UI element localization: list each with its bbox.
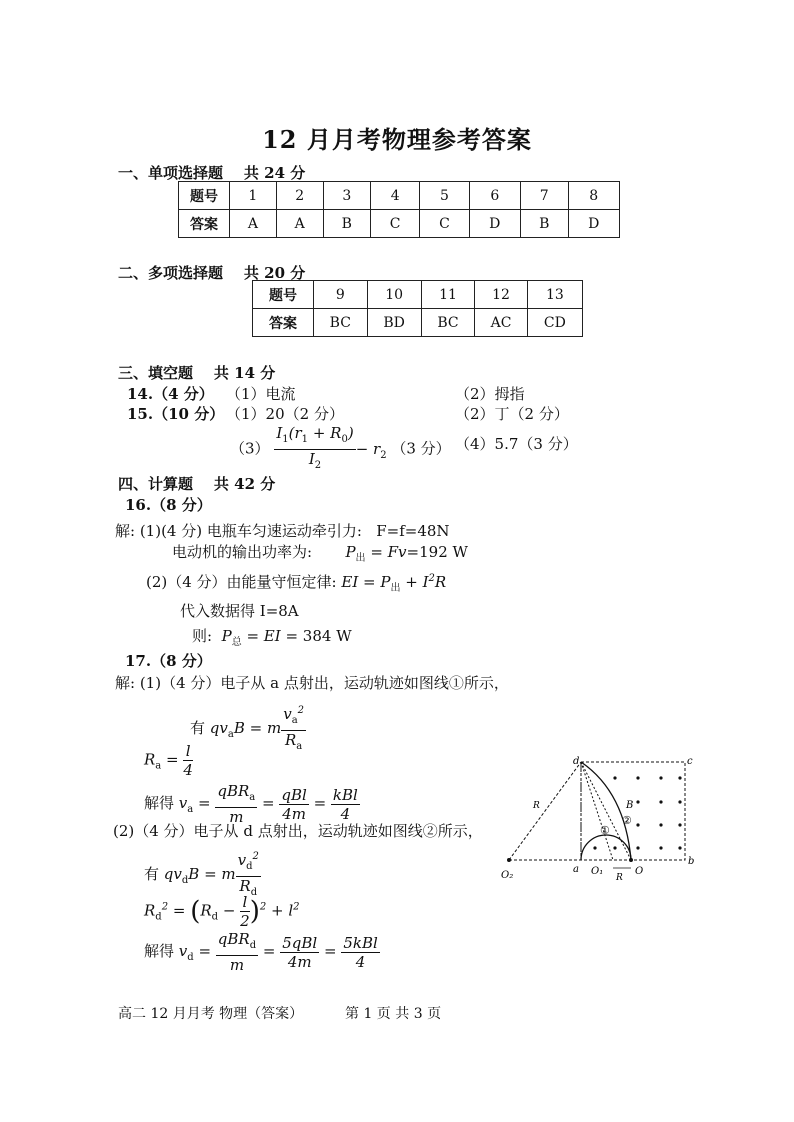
table-cell: 8 — [568, 182, 620, 210]
row-label: 答案 — [253, 309, 314, 337]
q15-answer-3: （3） $\frac{I_1(r_1 + R_0)}{I_2}$ − $r_2$ （3 分） — [230, 424, 451, 475]
magnetic-field-diagram — [495, 752, 705, 884]
q15-answer-1: （1）20（2 分） — [226, 405, 344, 423]
q15-answer-3-suffix: （3 分） — [391, 439, 451, 458]
page-title: 12 月月考物理参考答案 — [262, 125, 532, 154]
q17-line-4-prefix: 解得 — [144, 794, 175, 812]
table-cell: 10 — [367, 281, 421, 309]
q16-line-1-value: F=f=48N — [376, 522, 450, 540]
label-a: a — [573, 864, 579, 875]
q15-answer-3-prefix: （3） — [230, 439, 270, 458]
table-cell: C — [420, 210, 469, 238]
section-3-score: 共 14 分 — [213, 364, 276, 382]
section-4-title: 四、计算题 — [118, 475, 194, 493]
table-cell: A — [230, 210, 277, 238]
q17-line-9: 解得 $v_d$ = $\frac{qBR_d}{m}$ = $\frac{\text{5qBl}}{4m}$ = $\frac{\text{5kBl}}{4}$ — [144, 930, 378, 974]
table-cell: BC — [421, 309, 475, 337]
label-Ra: R — [616, 873, 623, 883]
q17-line-4: 解得 $v_a$ = $\frac{qBR_a}{m}$ = $\frac{\text{qBl}}{4m}$ = $\frac{\text{kBl}}{4}$ — [144, 782, 358, 826]
q17-line-7: 有 $qv_dB = m$ $\frac{v_d^2}{R_d}$ — [144, 848, 261, 902]
section-1-heading — [118, 162, 305, 183]
section-2-score: 共 20 分 — [243, 264, 306, 282]
q17-label: 17.（8 分） — [125, 652, 212, 670]
q17-line-6: (2)（4 分）电子从 d 点射出，运动轨迹如图线②所示， — [113, 822, 483, 840]
table-row-answers — [253, 309, 583, 337]
row-label: 题号 — [179, 182, 230, 210]
label-b: b — [688, 856, 695, 867]
q16-line-2-text: 电动机的输出功率为: — [172, 543, 313, 561]
q16-label: 16.（8 分） — [125, 496, 212, 514]
section-1-score: 共 24 分 — [243, 164, 306, 182]
table-cell: B — [323, 210, 371, 238]
section-1-title: 一、单项选择题 — [118, 164, 224, 182]
q16-line-4: 代入数据得 I=8A — [180, 602, 299, 620]
table-cell: 1 — [230, 182, 277, 210]
table-cell: BD — [367, 309, 421, 337]
table-row-numbers — [253, 281, 583, 309]
table-cell: A — [276, 210, 323, 238]
multi-choice-table — [252, 280, 583, 337]
q17-line-9-prefix: 解得 — [144, 942, 175, 960]
q17-line-8: $R_d^2 = (R_d$ − $\frac{l}{2}$ )$^2 + l^2$ — [144, 893, 300, 930]
section-2-title: 二、多项选择题 — [118, 264, 224, 282]
label-trajectory-2: ② — [622, 814, 632, 827]
table-cell: C — [371, 210, 420, 238]
q15-label: 15.（10 分） — [127, 405, 225, 423]
chord-line — [581, 762, 634, 860]
q15-answer-2: （2）丁（2 分） — [455, 405, 569, 423]
table-cell: 12 — [475, 281, 528, 309]
q16-line-2-value: =192 W — [406, 543, 468, 561]
section-3-heading — [118, 362, 275, 383]
table-row-numbers — [179, 182, 620, 210]
row-label: 答案 — [179, 210, 230, 238]
table-cell: 3 — [323, 182, 371, 210]
q17-line-3: $R_a$ = $\frac{l}{4}$ — [144, 742, 193, 779]
q16-line-2: 电动机的输出功率为: $P_出 = Fv=192$ W — [172, 543, 468, 564]
q14-answer-1: （1）电流 — [226, 385, 296, 403]
section-3-title: 三、填空题 — [118, 364, 194, 382]
section-4-heading — [118, 473, 275, 494]
label-c: c — [687, 756, 693, 767]
table-cell: CD — [527, 309, 582, 337]
table-cell: D — [568, 210, 620, 238]
label-Rd: R — [533, 801, 540, 811]
q17-line-7-prefix: 有 — [144, 865, 160, 883]
table-cell: D — [469, 210, 520, 238]
table-cell: 2 — [276, 182, 323, 210]
q17-line-2-prefix: 有 — [190, 719, 206, 737]
row-label: 题号 — [253, 281, 314, 309]
q17-line-1: 解: (1)（4 分）电子从 a 点射出，运动轨迹如图线①所示， — [115, 674, 509, 692]
table-cell: 11 — [421, 281, 475, 309]
formula-fraction: $\frac{I_1(r_1 + R_0)}{I_2}$ — [276, 424, 354, 471]
subscript-out: 出 — [390, 583, 401, 594]
table-cell: 5 — [420, 182, 469, 210]
table-cell: B — [521, 210, 569, 238]
radius-rd-line — [509, 762, 581, 860]
q16-line-5-value: = 384 W — [285, 627, 352, 645]
q14-label: 14.（4 分） — [127, 385, 214, 403]
q17-line-2: 有 $qv_aB = m$ $\frac{v_a^2}{R_a}$ — [190, 702, 306, 756]
single-choice-table — [178, 181, 620, 238]
q16-line-3-text: (2)（4 分）由能量守恒定律: — [146, 573, 337, 591]
field-dots — [507, 776, 682, 862]
table-cell: 6 — [469, 182, 520, 210]
table-cell: 13 — [527, 281, 582, 309]
table-cell: 7 — [521, 182, 569, 210]
table-cell: BC — [314, 309, 368, 337]
q16-line-5: 则: $P_总$ = EI = 384 W — [192, 627, 352, 648]
footer-page: 第 1 页 共 3 页 — [345, 1006, 442, 1022]
q16-line-1 — [115, 520, 450, 541]
q16-line-1-text: 解: (1)(4 分) 电瓶车匀速运动牵引力: — [115, 522, 362, 540]
subscript-out: 出 — [355, 553, 366, 564]
q16-line-3: (2)（4 分）由能量守恒定律: EI = $P_出 + I^2R$ — [146, 573, 447, 594]
label-O1: O₁ — [591, 866, 604, 877]
footer-left: 高二 12 月月考 物理（答案） — [118, 1006, 304, 1022]
subscript-total: 总 — [231, 637, 242, 648]
section-4-score: 共 42 分 — [213, 475, 276, 493]
table-row-answers — [179, 210, 620, 238]
table-cell: AC — [475, 309, 528, 337]
field-region — [581, 762, 685, 860]
label-trajectory-1: ① — [600, 824, 610, 837]
table-cell: 4 — [371, 182, 420, 210]
label-B: B — [626, 800, 634, 811]
label-d: d — [573, 756, 580, 767]
label-O2: O₂ — [501, 870, 514, 881]
table-cell: 9 — [314, 281, 368, 309]
q14-answer-2: （2）拇指 — [455, 385, 525, 403]
q15-answer-4: （4）5.7（3 分） — [455, 435, 578, 453]
label-O: O — [635, 866, 644, 877]
q16-line-5-text: 则: — [192, 627, 213, 645]
